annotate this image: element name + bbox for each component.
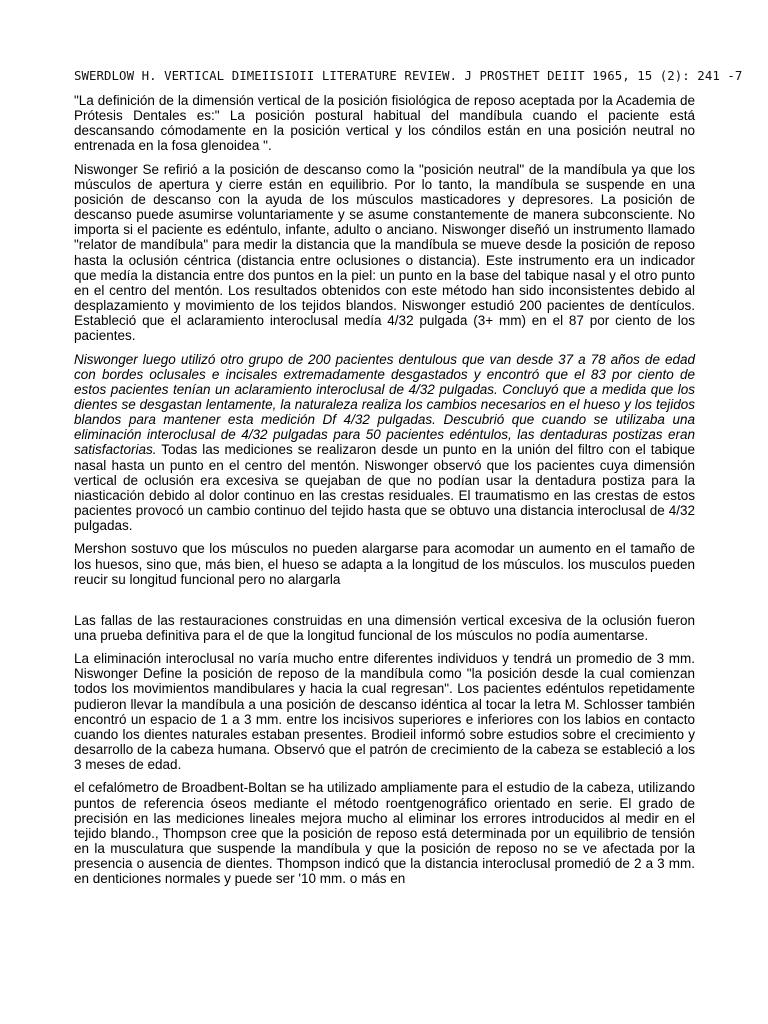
paragraph-text: Las fallas de las restauraciones construidas en una dimensión vertical excesiva de la oclusión fueron una prueba definitiva para el de que la longitud funcional de los músculos no podía aumentarse. bbox=[74, 612, 695, 643]
paragraph-text: La eliminación interoclusal no varía mucho entre diferentes individuos y tendrá un promedio de 3 mm. Niswonger Define la posición de reposo de la mandíbula como "la posición desde la cual comienzan todos los movimientos mandibulares y hacia la cual regresan". Los pacientes edéntulos repetidamente pudieron llevar la mandíbula a una posición de descanso idéntica al tocar la letra M. Schlosser también encontró un espacio de 1 a 3 mm. entre los incisivos superiores e inferiores con los labios en contacto cuando los dientes naturales estaban presentes. Brodieil informó sobre estudios sobre el crecimiento y desarrollo de la cabeza humana. Observó que el patrón de crecimiento de la cabeza se estableció a los 3 meses de edad. bbox=[74, 651, 695, 773]
citation-header: SWERDLOW H. VERTICAL DIMEIISIOII LITERATURE REVIEW. J PROSTHET DEIIT 1965, 15 (2): 241 -7 bbox=[74, 68, 743, 83]
paragraph-niswonger-rest-position bbox=[74, 162, 695, 344]
paragraph-definition bbox=[74, 93, 695, 154]
paragraph-text: Niswonger Se refirió a la posición de descanso como la "posición neutral" de la mandíbula ya que los músculos de apertura y cierre están en equilibrio. Por lo tanto, la mandíbula se suspende en una posición de descanso con la ayuda de los músculos masticadores y depresores. La posición de descanso puede asumirse voluntariamente y se asume constantemente de manera subconsciente. No importa si el paciente es edéntulo, infante, adulto o anciano. Niswonger diseñó un instrumento llamado "relator de mandíbula" para medir la distancia que la mandíbula se mueve desde la posición de reposo hasta la oclusión céntrica (distancia entre oclusiones o distancia). Este instrumento era un indicador que medía la distancia entre dos puntos en la piel: un punto en la base del tabique nasal y el otro punto en el centro del mentón. Los resultados obtenidos con este método han sido inconsistentes debido al desplazamiento y movimiento de los tejidos blandos. Niswonger estudió 200 pacientes de dentículos. Estableció que el aclaramiento interoclusal medía 4/32 pulgada (3+ mm) en el 87 por ciento de los pacientes. bbox=[74, 161, 695, 344]
paragraph-italic-text: Niswonger luego utilizó otro grupo de 200 pacientes dentulous que van desde 37 a 78 años de edad con bordes oclusales e incisales extremadamente desgastados y encontró que el 83 por ciento de estos pacientes tenían un aclaramiento interoclusal de 4/32 pulgadas. Concluyó que a medida que los dientes se desgastan lentamente, la naturaleza realiza los cambios necesarios en el hueso y los tejidos blandos para mantener esta medición Df 4/32 pulgadas. Descubrió que cuando se utilizaba una eliminación interoclusal de 4/32 pulgadas para 50 pacientes edéntulos, las dentaduras postizas eran satisfactorias. bbox=[74, 351, 695, 458]
paragraph-text: "La definición de la dimensión vertical de la posición fisiológica de reposo aceptada por la Academia de Prótesis Dentales es:" La posición postural habitual del mandíbula cuando el paciente está descansando cómodamente en la posición vertical y los cóndilos están en una posición neutral no entrenada en la fosa glenoidea ". bbox=[74, 93, 695, 154]
document-body bbox=[74, 93, 695, 895]
paragraph-restoration-failures bbox=[74, 613, 695, 643]
paragraph-interocclusal-clearance bbox=[74, 651, 695, 772]
paragraph-text: Todas las mediciones se realizaron desde un punto en la unión del filtro con el tabique nasal hasta un punto en el centro del mentón. Niswonger observó que los pacientes cuya dimensión vertical de oclusión era excesiva se quejaban de que no podían usar la dentadura postiza para la niasticación debido al dolor continuo en las crestas residuales. El traumatismo en las crestas de estos pacientes provocó un cambio continuo del tejido hasta que se obtuvo una distancia interoclusal de 4/32 pulgadas. bbox=[74, 442, 695, 534]
paragraph-text: Mershon sostuvo que los músculos no pueden alargarse para acomodar un aumento en el tamaño de los huesos, sino que, más bien, el hueso se adapta a la longitud de los músculos. los musculos pueden reucir su longitud funcional pero no alargarla bbox=[74, 541, 695, 587]
paragraph-text: el cefalómetro de Broadbent-Boltan se ha utilizado ampliamente para el estudio de la cabeza, utilizando puntos de referencia óseos mediante el método roentgenográfico orientado en serie. El grado de precisión en las mediciones lineales mejora mucho al eliminar los errores introducidos al medir en el tejido blando., Thompson cree que la posición de reposo está determinada por un equilibrio de tensión en la musculatura que suspende la mandíbula y que la posición de reposo no se ve afectada por la presencia o ausencia de dientes. Thompson indicó que la distancia interoclusal promedió de 2 a 3 mm. en denticiones normales y puede ser '10 mm. o más en bbox=[74, 780, 695, 887]
paragraph-mershon bbox=[74, 541, 695, 586]
paragraph-niswonger-study bbox=[74, 352, 695, 534]
paragraph-cephalometer bbox=[74, 780, 695, 886]
